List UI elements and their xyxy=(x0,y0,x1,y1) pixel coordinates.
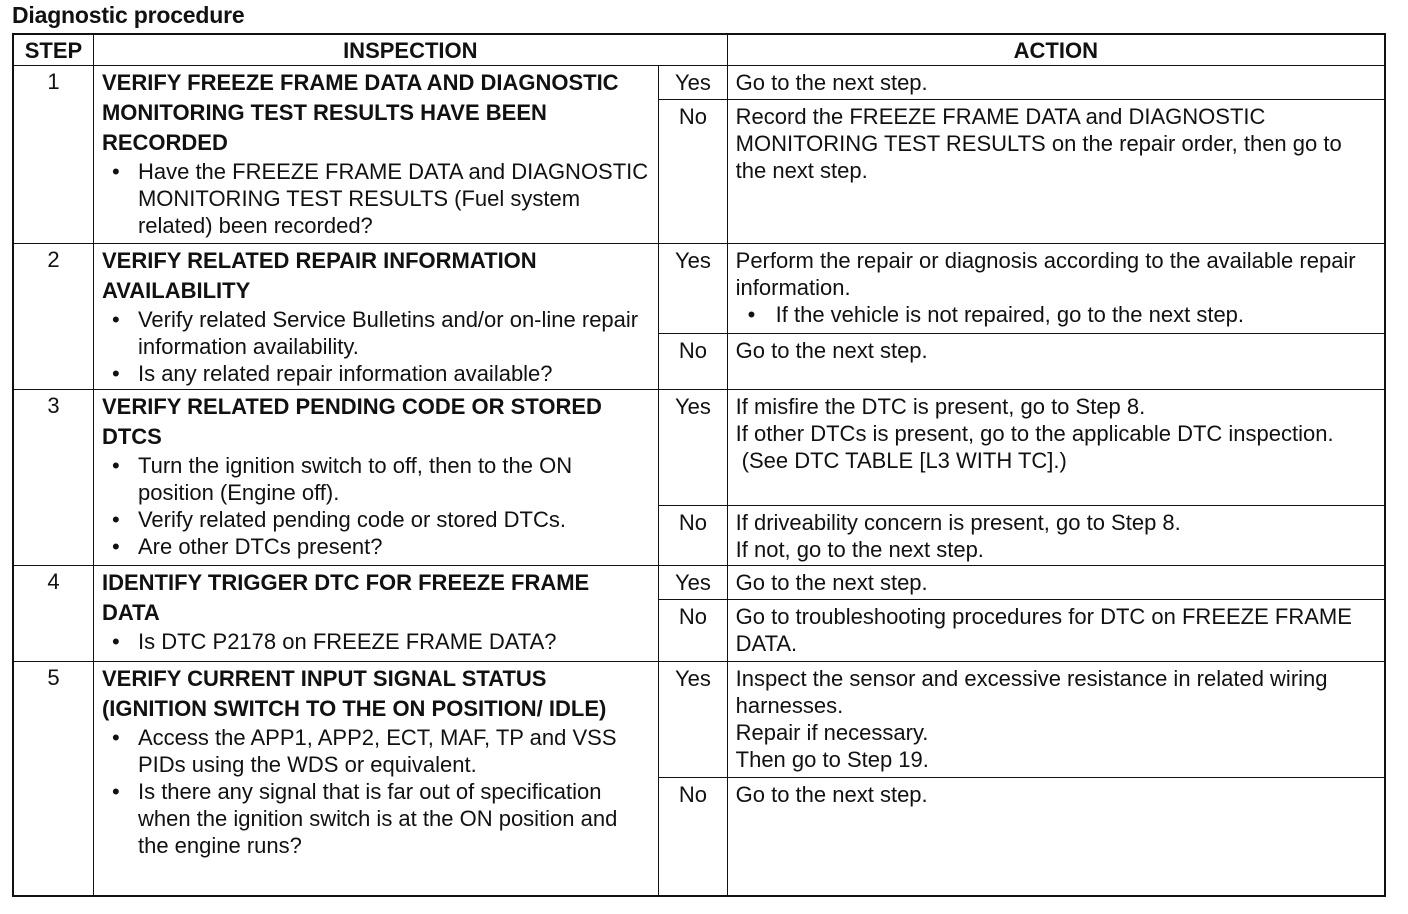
no-action xyxy=(727,600,1385,662)
no-action xyxy=(727,778,1385,896)
step-number: 2 xyxy=(13,244,93,390)
header-action: ACTION xyxy=(727,34,1385,66)
table-row xyxy=(13,244,1385,334)
table-row xyxy=(13,390,1385,506)
no-label: No xyxy=(659,506,727,566)
action-text: Go to the next step. xyxy=(735,570,928,595)
action-text: Go to the next step. xyxy=(735,70,928,95)
step-number: 4 xyxy=(13,566,93,662)
inspection-bullet: • Are other DTCs present? xyxy=(138,533,652,560)
inspection-bullet: • Is DTC P2178 on FREEZE FRAME DATA? xyxy=(138,628,652,655)
inspection-title: VERIFY CURRENT INPUT SIGNAL STATUS (IGNITION SWITCH TO THE ON POSITION/ IDLE) xyxy=(101,666,607,721)
step-number: 5 xyxy=(13,662,93,896)
no-label: No xyxy=(659,100,727,244)
inspection-cell xyxy=(93,566,658,662)
inspection-bullet: • Is there any signal that is far out of specification when the ignition switch is at the ON position and the engine runs? xyxy=(138,778,652,859)
no-action xyxy=(727,506,1385,566)
inspection-bullet: • Have the FREEZE FRAME DATA and DIAGNOSTIC MONITORING TEST RESULTS (Fuel system related) been recorded? xyxy=(138,158,652,239)
no-label: No xyxy=(659,600,727,662)
header-step: STEP xyxy=(13,34,93,66)
no-label: No xyxy=(659,778,727,896)
inspection-cell xyxy=(93,244,658,390)
inspection-title: VERIFY RELATED PENDING CODE OR STORED DTCS xyxy=(101,394,602,449)
inspection-cell xyxy=(93,662,658,896)
action-text: Inspect the sensor and excessive resistance in related wiring harnesses. xyxy=(735,666,1328,718)
yes-action xyxy=(727,244,1385,334)
action-text: (See DTC TABLE [L3 WITH TC].) xyxy=(741,448,1067,473)
inspection-bullets xyxy=(102,158,652,239)
inspection-bullet: • Turn the ignition switch to off, then to the ON position (Engine off). xyxy=(138,452,652,506)
inspection-bullets xyxy=(102,306,652,387)
action-text: If not, go to the next step. xyxy=(735,537,984,562)
action-text: If other DTCs is present, go to the applicable DTC inspection. xyxy=(735,421,1334,446)
action-bullets xyxy=(736,301,1378,328)
yes-action xyxy=(727,390,1385,506)
inspection-title: VERIFY FREEZE FRAME DATA AND DIAGNOSTIC MONITORING TEST RESULTS HAVE BEEN RECORDED xyxy=(101,70,619,155)
inspection-bullet: • Is any related repair information available? xyxy=(138,360,652,387)
yes-label: Yes xyxy=(659,566,727,600)
yes-action xyxy=(727,662,1385,778)
inspection-bullet: • Access the APP1, APP2, ECT, MAF, TP and VSS PIDs using the WDS or equivalent. xyxy=(138,724,652,778)
action-text: If driveability concern is present, go to Step 8. xyxy=(735,510,1181,535)
action-bullet: • If the vehicle is not repaired, go to the next step. xyxy=(776,301,1378,328)
yes-action xyxy=(727,566,1385,600)
inspection-bullet: • Verify related pending code or stored DTCs. xyxy=(138,506,652,533)
action-text: Perform the repair or diagnosis according to the available repair information. xyxy=(735,248,1356,300)
yes-label: Yes xyxy=(659,244,727,334)
action-text: Go to troubleshooting procedures for DTC on FREEZE FRAME DATA. xyxy=(735,604,1352,656)
table-header-row xyxy=(13,34,1385,66)
yes-label: Yes xyxy=(659,66,727,100)
action-text: Then go to Step 19. xyxy=(735,747,929,772)
action-text: Go to the next step. xyxy=(735,782,928,807)
action-text: Repair if necessary. xyxy=(735,720,929,745)
diagnostic-procedure-table xyxy=(12,33,1386,897)
page-title: Diagnostic procedure xyxy=(12,2,245,28)
inspection-title: IDENTIFY TRIGGER DTC FOR FREEZE FRAME DATA xyxy=(101,570,590,625)
no-action xyxy=(727,100,1385,244)
inspection-bullets xyxy=(102,628,652,655)
header-inspection: INSPECTION xyxy=(93,34,727,66)
inspection-bullet: • Verify related Service Bulletins and/or on-line repair information availability. xyxy=(138,306,652,360)
table-row xyxy=(13,66,1385,100)
inspection-cell xyxy=(93,390,658,566)
step-number: 1 xyxy=(13,66,93,244)
table-row xyxy=(13,662,1385,778)
yes-label: Yes xyxy=(659,390,727,506)
inspection-cell xyxy=(93,66,658,244)
action-text: Go to the next step. xyxy=(735,338,928,363)
inspection-bullets xyxy=(102,724,652,859)
yes-label: Yes xyxy=(659,662,727,778)
inspection-title: VERIFY RELATED REPAIR INFORMATION AVAILABILITY xyxy=(101,248,537,303)
no-action xyxy=(727,334,1385,390)
step-number: 3 xyxy=(13,390,93,566)
action-text: Record the FREEZE FRAME DATA and DIAGNOSTIC MONITORING TEST RESULTS on the repair order, then go to the next step. xyxy=(735,104,1342,183)
action-text: If misfire the DTC is present, go to Step 8. xyxy=(735,394,1146,419)
no-label: No xyxy=(659,334,727,390)
table-row xyxy=(13,566,1385,600)
inspection-bullets xyxy=(102,452,652,560)
yes-action xyxy=(727,66,1385,100)
